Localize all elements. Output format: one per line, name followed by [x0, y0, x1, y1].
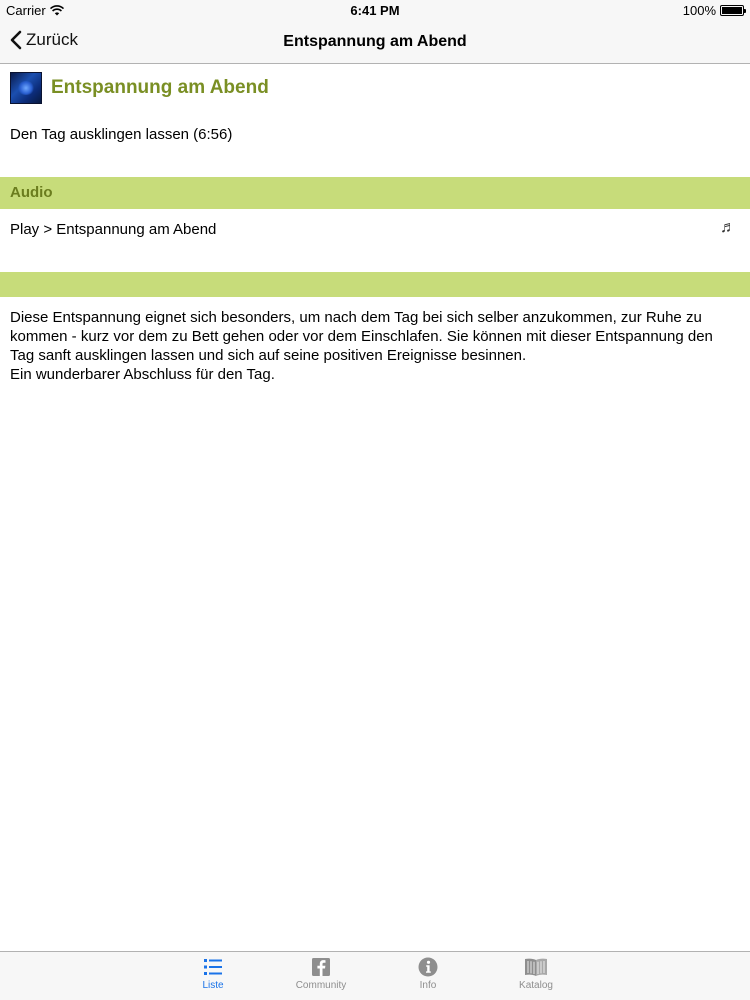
section-header-label: Audio	[10, 184, 53, 201]
tab-label: Info	[419, 980, 437, 991]
carrier-label: Carrier	[6, 3, 46, 18]
battery-icon	[720, 5, 744, 16]
tab-liste[interactable]	[173, 956, 253, 991]
section-divider	[0, 272, 750, 297]
tab-info[interactable]	[388, 956, 468, 991]
item-header	[10, 72, 269, 104]
battery-info	[683, 3, 744, 18]
nav-title: Entspannung am Abend	[283, 33, 467, 50]
book-icon	[523, 956, 549, 978]
back-label: Zurück	[26, 30, 78, 49]
battery-percent: 100%	[682, 3, 716, 18]
tab-label: Katalog	[519, 980, 553, 991]
page-title: Entspannung am Abend	[51, 77, 269, 98]
info-icon	[417, 956, 439, 978]
navigation-bar	[0, 22, 750, 64]
audio-item-label: Play > Entspannung am Abend	[10, 221, 217, 238]
clock: 6:41 PM	[350, 3, 400, 18]
music-note-icon: ♬	[720, 219, 736, 236]
tab-bar	[0, 951, 750, 1000]
item-thumbnail	[10, 72, 42, 104]
tab-community[interactable]	[281, 956, 361, 991]
facebook-icon	[310, 956, 332, 978]
tab-katalog[interactable]	[496, 956, 576, 991]
description-text: Diese Entspannung eignet sich besonders, um nach dem Tag bei sich selber anzukommen, zur Ruhe zu kommen - kurz vor dem zu Bett gehen oder vor dem Einschlafen. Sie können mit dieser Entspannung den Tag sanft ausklingen lassen und sich auf seine positiven Ereignisse besinnen. Ein wunderbarer Abschluss für den Tag.	[10, 309, 713, 383]
tab-label: Liste	[202, 980, 224, 991]
item-subtitle: Den Tag ausklingen lassen (6:56)	[10, 126, 233, 143]
status-bar	[0, 0, 750, 22]
audio-play-row[interactable]	[0, 209, 750, 251]
tab-label: Community	[295, 980, 347, 991]
list-icon	[202, 956, 224, 978]
section-header-audio	[0, 177, 750, 209]
